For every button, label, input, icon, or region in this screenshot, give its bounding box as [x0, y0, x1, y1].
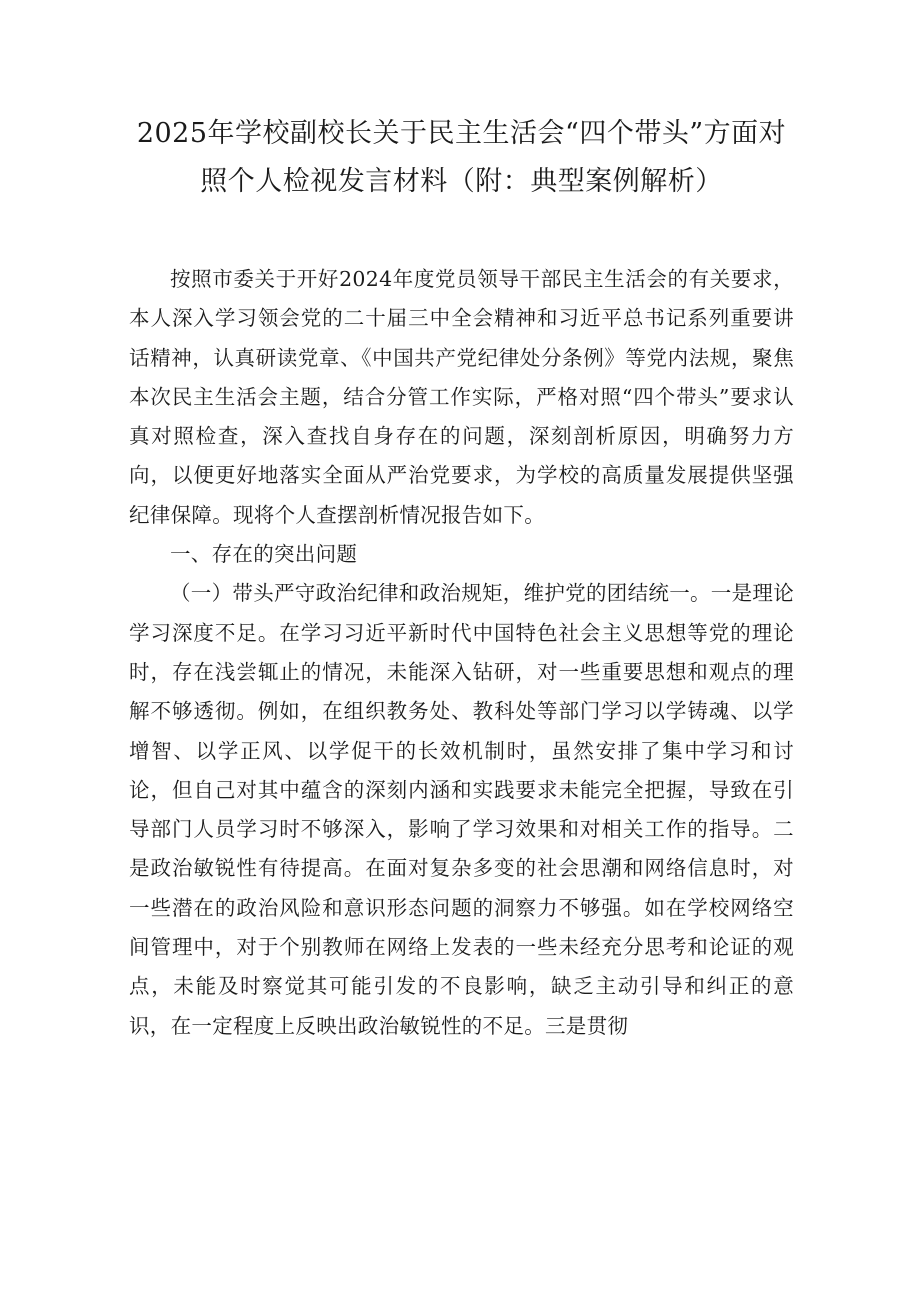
document-title: 2025年学校副校长关于民主生活会“四个带头”方面对照个人检视发言材料（附：典型案例解析） — [136, 118, 787, 197]
section-heading: 一、存在的突出问题 — [170, 542, 358, 567]
document-body — [129, 260, 794, 1046]
body-paragraph: （一）带头严守政治纪律和政治规矩，维护党的团结统一。一是理论学习深度不足。在学习习近平新时代中国特色社会主义思想等党的理论时，存在浅尝辄止的情况，未能深入钻研，对一些重要思想和观点的理解不够透彻。例如，在组织教务处、教科处等部门学习以学铸魂、以学增智、以学正风、以学促干的长效机制时，虽然安排了集中学习和讨论，但自己对其中蕴含的深刻内涵和实践要求未能完全把握，导致在引导部门人员学习时不够深入，影响了学习效果和对相关工作的指导。二是政治敏锐性有待提高。在面对复杂多变的社会思潮和网络信息时，对一些潜在的政治风险和意识形态问题的洞察力不够强。如在学校网络空间管理中，对于个别教师在网络上发表的一些未经充分思考和论证的观点，未能及时察觉其可能引发的不良影响，缺乏主动引导和纠正的意识，在一定程度上反映出政治敏锐性的不足。三是贯彻 — [129, 581, 794, 1038]
intro-paragraph: 按照市委关于开好2024年度党员领导干部民主生活会的有关要求，本人深入学习领会党的二十届三中全会精神和习近平总书记系列重要讲话精神，认真研读党章、《中国共产党纪律处分条例》等党内法规，聚焦本次民主生活会主题，结合分管工作实际，严格对照“四个带头”要求认真对照检查，深入查找自身存在的问题，深刻剖析原因，明确努力方向，以便更好地落实全面从严治党要求，为学校的高质量发展提供坚强纪律保障。现将个人查摆剖析情况报告如下。 — [129, 267, 794, 527]
